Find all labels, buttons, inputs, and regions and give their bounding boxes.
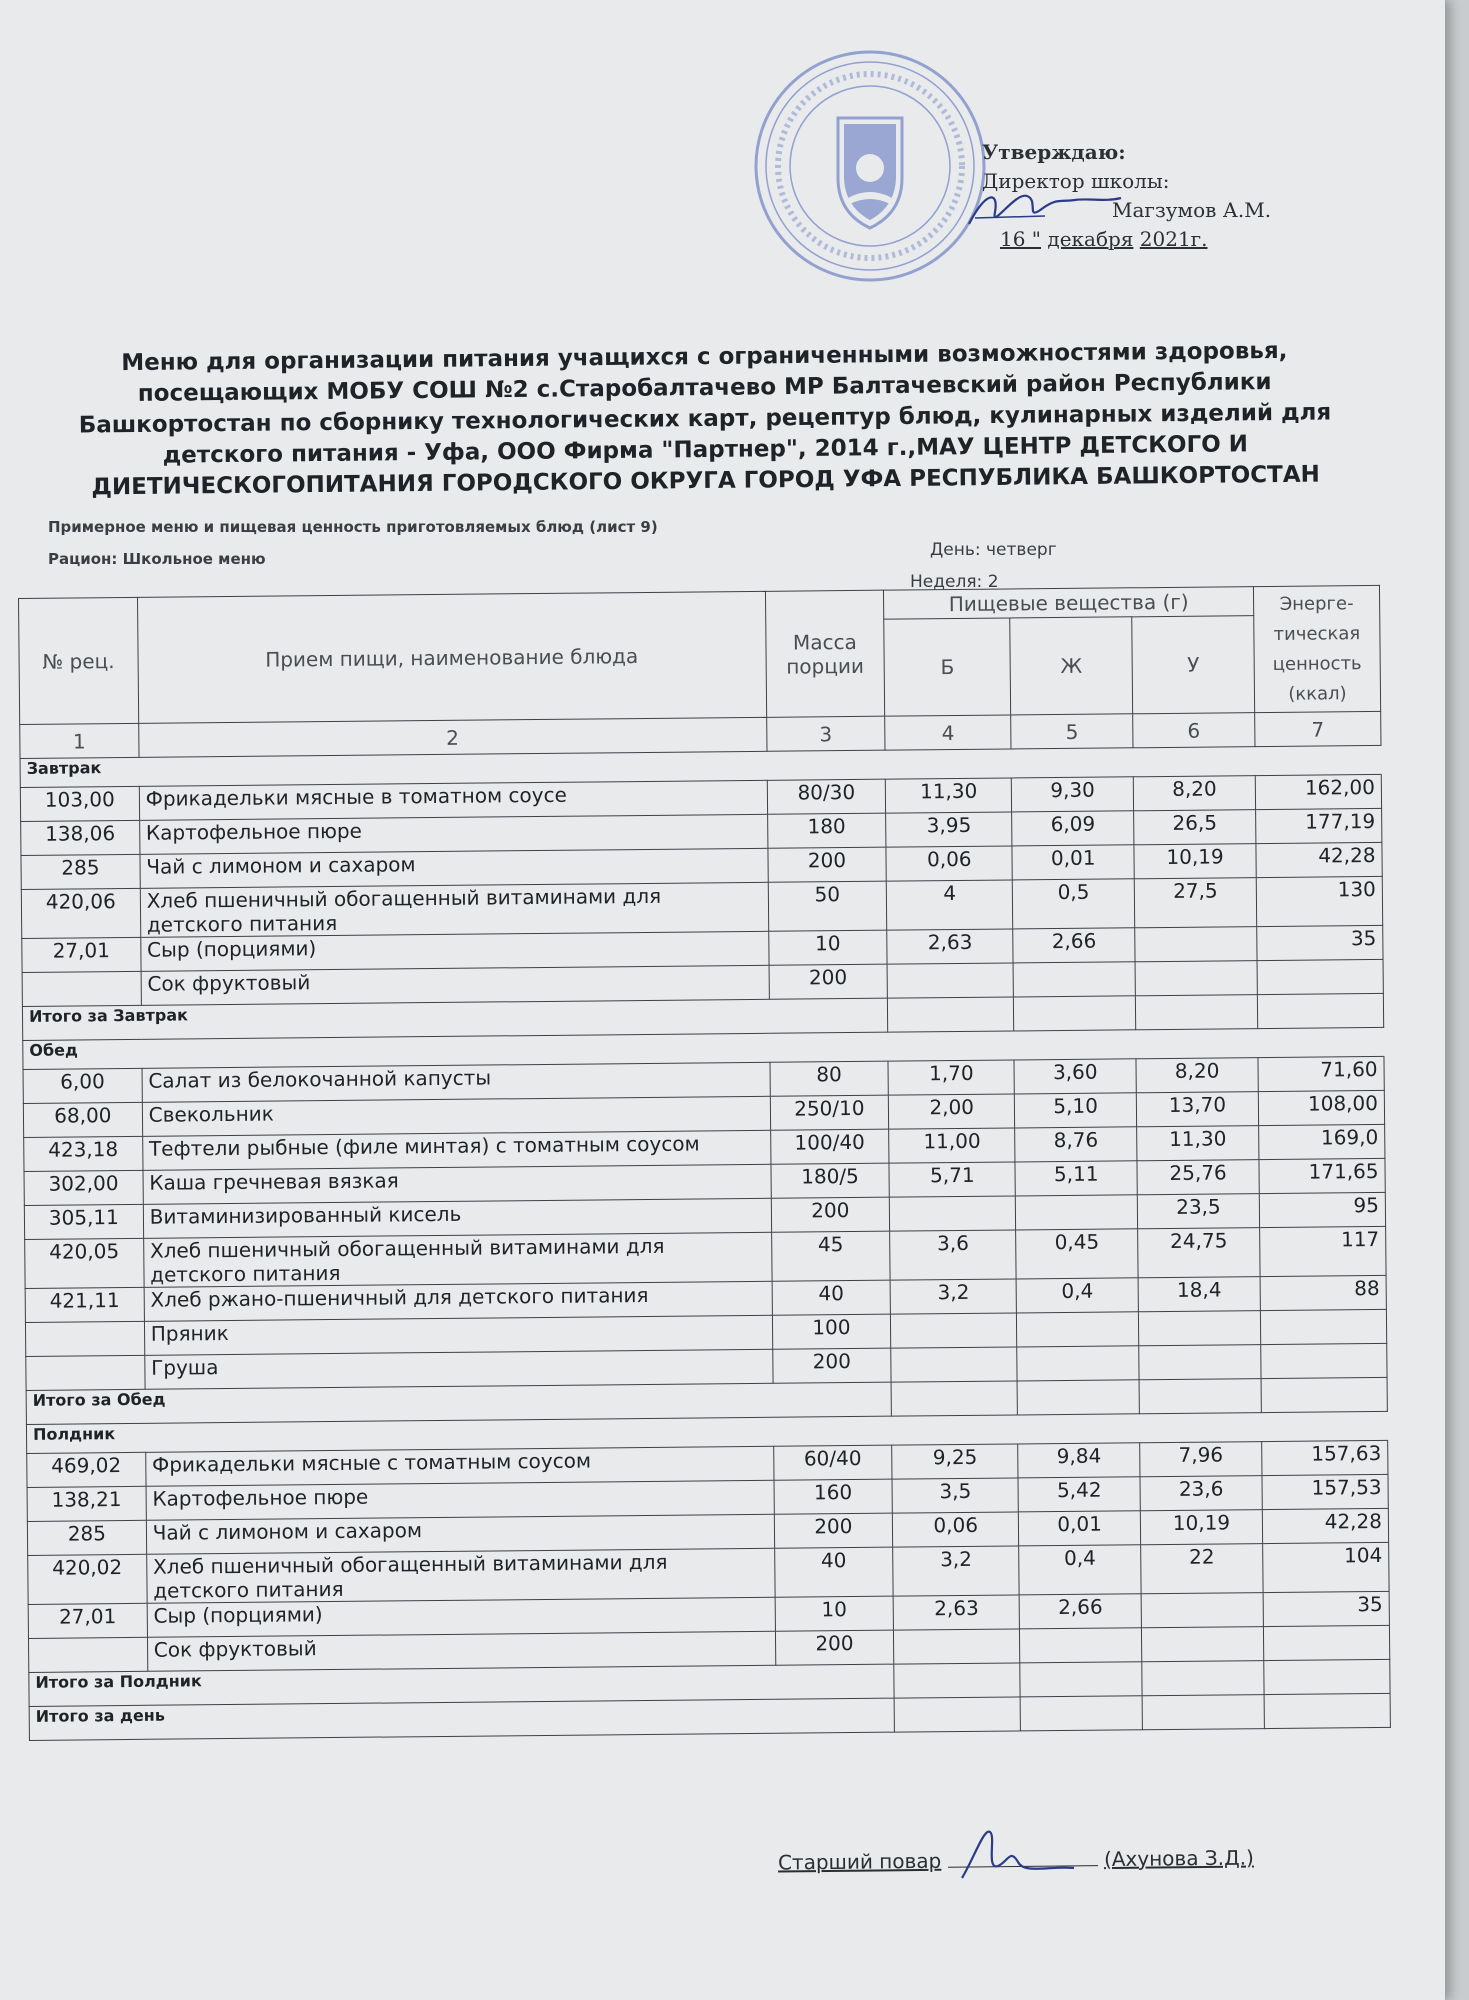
day-label: День: <box>930 540 981 560</box>
total-cell <box>1139 1379 1261 1414</box>
rec-number: 423,18 <box>24 1136 143 1171</box>
total-cell <box>888 997 1014 1032</box>
total-cell <box>1257 993 1383 1028</box>
approval-date-day: 16 " <box>1000 227 1042 251</box>
protein: 3,2 <box>890 1279 1016 1314</box>
title-line: ДИЕТИЧЕСКОГОПИТАНИЯ ГОРОДСКОГО ОКРУГА ГОРОД УФА РЕСПУБЛИКА БАШКОРТОСТАН <box>91 461 1320 501</box>
carbs: 11,30 <box>1137 1126 1259 1161</box>
dish-name: Пряник <box>144 1315 772 1355</box>
energy: 71,60 <box>1258 1056 1384 1091</box>
portion-mass: 40 <box>774 1547 893 1597</box>
fat: 0,5 <box>1013 879 1135 929</box>
rec-number: 27,01 <box>22 937 141 972</box>
rec-number <box>25 1321 144 1356</box>
header-mass: Масса порции <box>765 590 885 717</box>
fat: 0,45 <box>1016 1229 1138 1279</box>
dish-name: Чай с лимоном и сахаром <box>146 1514 774 1554</box>
total-cell <box>894 1663 1020 1698</box>
protein: 2,63 <box>887 929 1013 964</box>
title-line: Башкортостан по сборнику технологических карт, рецептур блюд, кулинарных изделий для <box>78 399 1332 439</box>
carbs: 10,19 <box>1134 844 1256 879</box>
rec-number: 138,21 <box>27 1486 146 1521</box>
carbs: 24,75 <box>1138 1228 1260 1278</box>
carbs <box>1139 1345 1261 1380</box>
energy: 95 <box>1259 1192 1385 1227</box>
portion-mass: 50 <box>768 881 887 931</box>
fat: 0,4 <box>1019 1545 1141 1595</box>
approval-date-month: декабря <box>1047 227 1134 251</box>
header-protein: Б <box>884 618 1011 716</box>
dish-name: Хлеб пшеничный обогащенный витаминами для детского питания <box>140 882 768 937</box>
energy <box>1263 1625 1389 1660</box>
total-cell <box>1017 1380 1139 1415</box>
carbs: 7,96 <box>1140 1442 1262 1477</box>
week-label: Неделя: <box>910 572 983 592</box>
carbs: 26,5 <box>1134 810 1256 845</box>
carbs: 23,5 <box>1137 1194 1259 1229</box>
portion-mass: 40 <box>772 1280 891 1315</box>
portion-mass: 180/5 <box>771 1163 890 1198</box>
rec-number: 68,00 <box>23 1102 142 1137</box>
dish-name: Хлеб ржано-пшеничный для детского питания <box>144 1281 772 1321</box>
director-signature <box>965 172 1125 242</box>
energy: 108,00 <box>1258 1090 1384 1125</box>
dish-name: Фрикадельки мясные в томатном соусе <box>139 780 767 820</box>
portion-mass: 200 <box>774 1513 893 1548</box>
carbs <box>1138 1311 1260 1346</box>
protein <box>887 963 1013 998</box>
column-number: 1 <box>20 723 139 758</box>
total-cell <box>894 1697 1020 1732</box>
energy: 171,65 <box>1259 1158 1385 1193</box>
day-total-label: Итого за день <box>29 1698 895 1740</box>
rec-number <box>28 1637 147 1672</box>
dish-name: Хлеб пшеничный обогащенный витаминами для детского питания <box>146 1548 774 1603</box>
section-total-label: Итого за Завтрак <box>22 998 888 1040</box>
ration-label: Рацион: Школьное меню <box>48 550 266 568</box>
energy: 35 <box>1263 1591 1389 1626</box>
fat <box>1016 1195 1138 1230</box>
column-number: 6 <box>1133 713 1255 748</box>
fat: 2,66 <box>1019 1594 1141 1629</box>
dish-name: Витаминизированный кисель <box>143 1198 771 1238</box>
total-cell <box>1264 1693 1390 1728</box>
fat: 8,76 <box>1015 1127 1137 1162</box>
portion-mass: 250/10 <box>770 1095 889 1130</box>
column-number: 2 <box>138 717 766 757</box>
rec-number: 420,06 <box>21 888 140 938</box>
dish-name: Салат из белокочанной капусты <box>142 1062 770 1102</box>
fat: 9,30 <box>1012 777 1134 812</box>
fat: 0,01 <box>1019 1511 1141 1546</box>
energy: 88 <box>1260 1275 1386 1310</box>
protein: 3,5 <box>892 1478 1018 1513</box>
total-cell <box>1142 1661 1264 1696</box>
energy: 169,0 <box>1259 1124 1385 1159</box>
portion-mass: 100/40 <box>770 1129 889 1164</box>
portion-mass: 160 <box>774 1479 893 1514</box>
dish-name: Фрикадельки мясные с томатным соусом <box>145 1446 773 1486</box>
column-number: 3 <box>766 716 885 751</box>
rec-number: 421,11 <box>25 1287 144 1322</box>
energy: 42,28 <box>1256 842 1382 877</box>
header-fat: Ж <box>1010 617 1133 715</box>
document-title <box>59 335 1351 504</box>
protein: 0,06 <box>886 846 1012 881</box>
energy <box>1260 1309 1386 1344</box>
total-cell <box>1264 1659 1390 1694</box>
carbs: 8,20 <box>1133 776 1255 811</box>
total-cell <box>1135 995 1257 1030</box>
portion-mass: 200 <box>775 1630 894 1665</box>
total-cell <box>1142 1695 1264 1730</box>
rec-number: 6,00 <box>23 1068 142 1103</box>
total-cell <box>1261 1377 1387 1412</box>
portion-mass: 10 <box>768 930 887 965</box>
fat: 6,09 <box>1012 811 1134 846</box>
rec-number: 305,11 <box>24 1204 143 1239</box>
dish-name: Сок фруктовый <box>147 1631 775 1671</box>
protein: 3,95 <box>886 812 1012 847</box>
energy: 42,28 <box>1262 1508 1388 1543</box>
day-value: четверг <box>986 540 1057 560</box>
portion-mass: 200 <box>771 1197 890 1232</box>
protein <box>891 1313 1017 1348</box>
dish-name: Хлеб пшеничный обогащенный витаминами для детского питания <box>143 1232 771 1287</box>
header-energy: Энерге-тическая ценность (ккал) <box>1253 585 1380 712</box>
carbs: 27,5 <box>1134 878 1256 928</box>
protein: 5,71 <box>889 1162 1015 1197</box>
protein: 1,70 <box>888 1060 1014 1095</box>
protein: 0,06 <box>893 1512 1019 1547</box>
fat: 0,01 <box>1012 845 1134 880</box>
fat <box>1017 1312 1139 1347</box>
protein: 3,6 <box>890 1230 1016 1280</box>
approval-date-year: 2021г. <box>1139 227 1208 251</box>
section-title: Обед <box>23 1027 1384 1069</box>
dish-name: Сок фруктовый <box>141 965 769 1005</box>
section-title: Полдник <box>26 1411 1387 1453</box>
carbs: 23,6 <box>1140 1476 1262 1511</box>
cook-position: Старший повар <box>777 1848 942 1875</box>
menu-table <box>18 585 1391 1741</box>
rec-number: 285 <box>27 1520 146 1555</box>
dish-name: Груша <box>145 1349 773 1389</box>
energy: 117 <box>1260 1226 1386 1276</box>
dish-name: Картофельное пюре <box>146 1480 774 1520</box>
protein: 9,25 <box>892 1444 1018 1479</box>
carbs <box>1142 1627 1264 1662</box>
portion-mass: 200 <box>767 847 886 882</box>
rec-number: 469,02 <box>27 1452 146 1487</box>
rec-number: 27,01 <box>28 1603 147 1638</box>
title-line: посещающих МОБУ СОШ №2 с.Старобалтачево МР Балтачевский район Республики <box>137 369 1272 407</box>
protein <box>891 1347 1017 1382</box>
energy: 177,19 <box>1256 808 1382 843</box>
header-rec: № рец. <box>19 597 139 724</box>
cook-signature <box>958 1818 1078 1888</box>
protein: 2,63 <box>893 1595 1019 1630</box>
header-carbs: У <box>1132 616 1255 714</box>
rec-number: 302,00 <box>24 1170 143 1205</box>
rec-number <box>26 1355 145 1390</box>
protein: 2,00 <box>889 1094 1015 1129</box>
subtitle: Примерное меню и пищевая ценность приготовляемых блюд (лист 9) <box>48 518 658 536</box>
column-number: 4 <box>885 715 1011 750</box>
fat <box>1017 1346 1139 1381</box>
section-total-label: Итого за Полдник <box>29 1664 895 1706</box>
week-value: 2 <box>987 572 999 592</box>
total-cell <box>1020 1696 1142 1731</box>
portion-mass: 100 <box>772 1314 891 1349</box>
total-cell <box>891 1381 1017 1416</box>
dish-name: Каша гречневая вязкая <box>143 1164 771 1204</box>
fat: 9,84 <box>1018 1443 1140 1478</box>
header-nutrients: Пищевые вещества (г) <box>884 587 1254 620</box>
protein: 11,00 <box>889 1128 1015 1163</box>
energy: 104 <box>1263 1542 1389 1592</box>
rec-number: 285 <box>21 854 140 889</box>
rec-number: 420,05 <box>25 1238 144 1288</box>
school-seal-stamp <box>752 48 988 284</box>
dish-name: Сыр (порциями) <box>147 1597 775 1637</box>
carbs: 22 <box>1141 1544 1263 1594</box>
protein: 11,30 <box>886 778 1012 813</box>
energy <box>1257 959 1383 994</box>
fat: 2,66 <box>1013 928 1135 963</box>
portion-mass: 80 <box>770 1061 889 1096</box>
section-title: Завтрак <box>20 745 1381 787</box>
dish-name: Свекольник <box>142 1096 770 1136</box>
energy: 157,63 <box>1262 1440 1388 1475</box>
fat: 0,4 <box>1016 1278 1138 1313</box>
carbs <box>1135 927 1257 962</box>
energy: 130 <box>1256 876 1382 926</box>
menu-table-body <box>20 745 1390 1740</box>
title-line: детского питания - Уфа, ООО Фирма "Партнер", 2014 г.,МАУ ЦЕНТР ДЕТСКОГО И <box>162 431 1249 469</box>
protein: 4 <box>887 880 1013 930</box>
total-cell <box>1020 1662 1142 1697</box>
fat: 5,42 <box>1018 1477 1140 1512</box>
protein <box>894 1629 1020 1664</box>
header-name: Прием пищи, наименование блюда <box>137 591 766 723</box>
fat: 3,60 <box>1014 1059 1136 1094</box>
dish-name: Сыр (порциями) <box>140 931 768 971</box>
protein: 3,2 <box>893 1546 1019 1596</box>
protein <box>890 1196 1016 1231</box>
dish-name: Тефтели рыбные (филе минтая) с томатным соусом <box>142 1130 770 1170</box>
energy: 162,00 <box>1255 774 1381 809</box>
portion-mass: 180 <box>767 813 886 848</box>
fat <box>1020 1628 1142 1663</box>
rec-number: 103,00 <box>20 786 139 821</box>
fat <box>1013 962 1135 997</box>
cook-name: (Ахунова З.Д.) <box>1103 1845 1254 1872</box>
energy: 157,53 <box>1262 1474 1388 1509</box>
portion-mass: 60/40 <box>773 1445 892 1480</box>
rec-number: 138,06 <box>21 820 140 855</box>
column-number: 5 <box>1011 714 1133 749</box>
column-number: 7 <box>1255 711 1381 746</box>
portion-mass: 45 <box>771 1231 890 1281</box>
portion-mass: 80/30 <box>767 779 886 814</box>
carbs: 8,20 <box>1136 1058 1258 1093</box>
energy: 35 <box>1257 925 1383 960</box>
approval-title: Утверждаю: <box>982 140 1126 164</box>
portion-mass: 200 <box>769 964 888 999</box>
title-line: Меню для организации питания учащихся с ограниченными возможностями здоровья, <box>121 337 1288 377</box>
fat: 5,11 <box>1015 1161 1137 1196</box>
total-cell <box>1014 996 1136 1031</box>
carbs: 10,19 <box>1140 1510 1262 1545</box>
carbs: 13,70 <box>1136 1092 1258 1127</box>
carbs <box>1135 961 1257 996</box>
day-field <box>930 540 1057 560</box>
menu-table-wrapper <box>18 585 1391 1741</box>
portion-mass: 200 <box>772 1348 891 1383</box>
rec-number <box>22 971 141 1006</box>
portion-mass: 10 <box>775 1596 894 1631</box>
carbs: 25,76 <box>1137 1160 1259 1195</box>
director-name: Магзумов А.М. <box>1112 198 1272 222</box>
section-total-label: Итого за Обед <box>26 1382 892 1424</box>
carbs: 18,4 <box>1138 1277 1260 1312</box>
energy <box>1261 1343 1387 1378</box>
approval-position: Директор школы: <box>982 169 1170 193</box>
carbs <box>1141 1593 1263 1628</box>
dish-name: Картофельное пюре <box>139 814 767 854</box>
fat: 5,10 <box>1015 1093 1137 1128</box>
dish-name: Чай с лимоном и сахаром <box>140 848 768 888</box>
rec-number: 420,02 <box>28 1554 147 1604</box>
